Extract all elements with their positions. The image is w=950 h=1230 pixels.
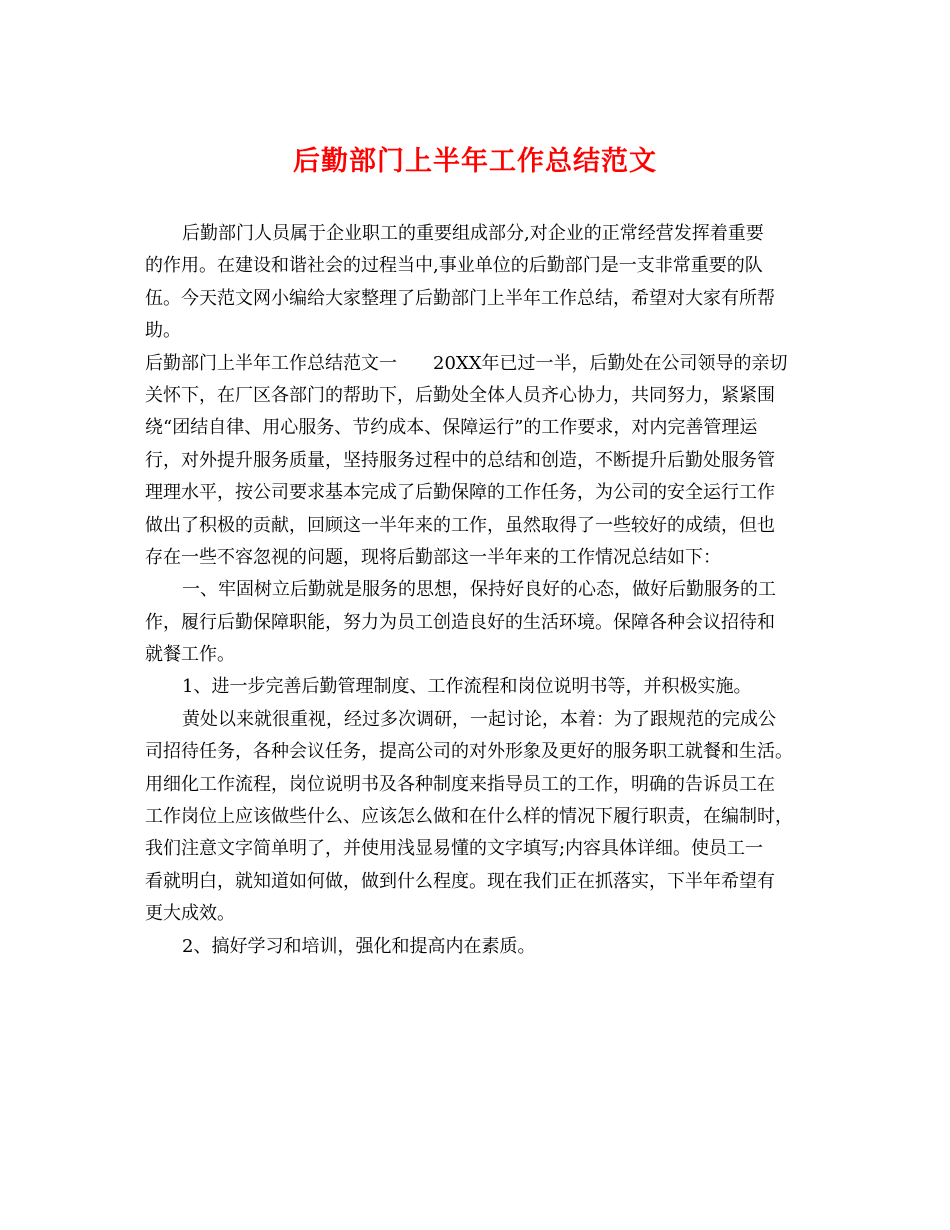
paragraph-line: 关怀下，在厂区各部门的帮助下，后勤处全体人员齐心协力，共同努力，紧紧围 <box>145 384 775 406</box>
paragraph-line: 的作用。在建设和谐社会的过程当中,事业单位的后勤部门是一支非常重要的队 <box>145 255 763 277</box>
paragraph-line: 用细化工作流程，岗位说明书及各种制度来指导员工的工作，明确的告诉员工在 <box>145 773 775 795</box>
paragraph-line: 行，对外提升服务质量，坚持服务过程中的总结和创造，不断提升后勤处服务管 <box>145 449 775 471</box>
paragraph-line: 存在一些不容忽视的问题，现将后勤部这一半年来的工作情况总结如下： <box>145 546 721 568</box>
paragraph-line: 工作岗位上应该做些什么、应该怎么做和在什么样的情况下履行职责，在编制时， <box>145 806 793 828</box>
paragraph-line: 更大成效。 <box>145 903 235 925</box>
paragraph-line: 理理水平，按公司要求基本完成了后勤保障的工作任务，为公司的安全运行工作 <box>145 482 775 504</box>
paragraph-line: 1、进一步完善后勤管理制度、工作流程和岗位说明书等，并积极实施。 <box>182 676 752 698</box>
paragraph-line: 黄处以来就很重视，经过多次调研，一起讨论，本着：为了跟规范的完成公 <box>182 708 776 730</box>
paragraph-line: 2、搞好学习和培训，强化和提高内在素质。 <box>182 935 536 957</box>
paragraph-line: 后勤部门上半年工作总结范文一 20XX年已过一半，后勤处在公司领导的亲切 <box>145 352 788 374</box>
paragraph-line: 我们注意文字简单明了，并使用浅显易懂的文字填写;内容具体详细。使员工一 <box>145 838 764 860</box>
paragraph-line: 做出了积极的贡献，回顾这一半年来的工作，虽然取得了一些较好的成绩，但也 <box>145 514 775 536</box>
paragraph-line: 助。 <box>145 320 181 342</box>
paragraph-line: 绕“团结自律、用心服务、节约成本、保障运行”的工作要求，对内完善管理运 <box>145 417 758 439</box>
paragraph-line: 伍。今天范文网小编给大家整理了后勤部门上半年工作总结，希望对大家有所帮 <box>145 287 775 309</box>
paragraph-line: 就餐工作。 <box>145 644 235 666</box>
paragraph-line: 司招待任务，各种会议任务，提高公司的对外形象及更好的服务职工就餐和生活。 <box>145 741 793 763</box>
paragraph-line: 一、牢固树立后勤就是服务的思想，保持好良好的心态，做好后勤服务的工 <box>182 579 776 601</box>
paragraph-line: 看就明白，就知道如何做，做到什么程度。现在我们正在抓落实，下半年希望有 <box>145 870 775 892</box>
paragraph-line: 后勤部门人员属于企业职工的重要组成部分,对企业的正常经营发挥着重要 <box>182 223 764 244</box>
document-title: 后勤部门上半年工作总结范文 <box>293 146 657 177</box>
document-body <box>145 218 807 963</box>
paragraph-line: 作，履行后勤保障职能，努力为员工创造良好的生活环境。保障各种会议招待和 <box>145 611 775 633</box>
